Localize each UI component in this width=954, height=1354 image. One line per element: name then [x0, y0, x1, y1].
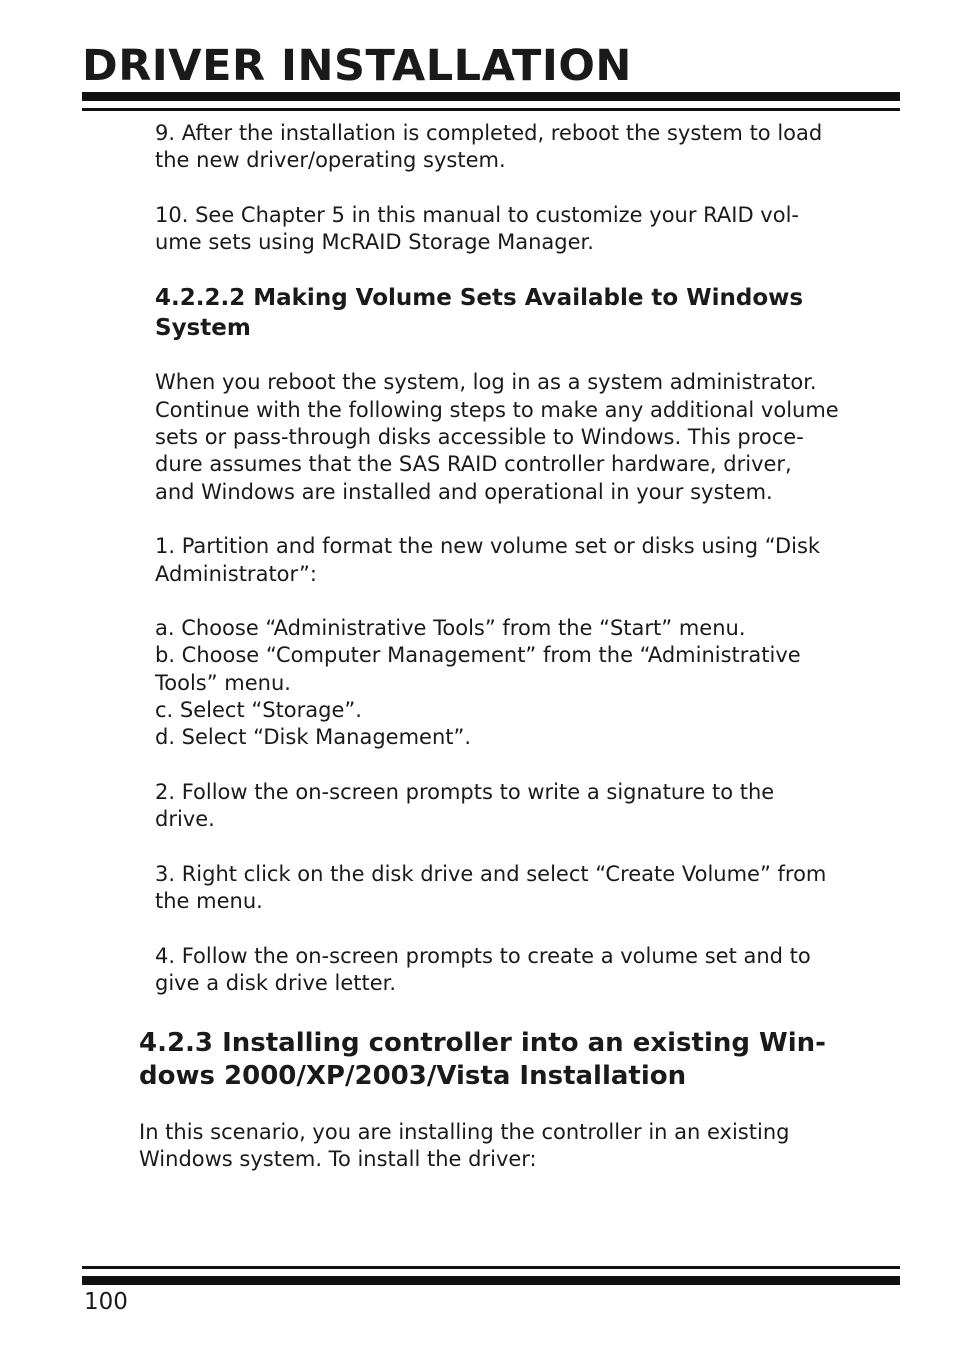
intro-line: dure assumes that the SAS RAID controller hardware, driver, — [155, 452, 792, 477]
step-2-line: drive. — [155, 807, 215, 832]
header-rule-thick — [82, 92, 900, 101]
substep-line: b. Choose “Computer Management” from the “Administrative — [155, 643, 801, 668]
section-body-line-2: Windows system. To install the driver: — [139, 1147, 537, 1172]
step-1-line: 1. Partition and format the new volume set or disks using “Disk — [155, 534, 821, 559]
footer-rule-thin — [82, 1266, 900, 1269]
page-title: DRIVER INSTALLATION — [82, 41, 632, 91]
intro-line: and Windows are installed and operational in your system. — [155, 479, 773, 504]
page-number: 100 — [84, 1289, 128, 1315]
step-1-line: Administrator”: — [155, 561, 317, 586]
step-10-line-2: ume sets using McRAID Storage Manager. — [155, 230, 594, 255]
section-body-line-1: In this scenario, you are installing the controller in an existing — [139, 1120, 790, 1144]
step-10-line-1: 10. See Chapter 5 in this manual to customize your RAID vol- — [155, 202, 799, 227]
section-heading-line-1: 4.2.3 Installing controller into an existing Win- — [139, 1028, 826, 1058]
section-heading — [139, 1027, 899, 1093]
subsection-heading-line-1: 4.2.2.2 Making Volume Sets Available to Windows — [155, 285, 804, 312]
substep-line: c. Select “Storage”. — [155, 698, 362, 723]
step-4-line: 4. Follow the on-screen prompts to create a volume set and to — [155, 943, 811, 968]
intro-line: Continue with the following steps to make any additional volume — [155, 397, 839, 422]
section-heading-line-2: dows 2000/XP/2003/Vista Installation — [139, 1061, 687, 1091]
substep-line: d. Select “Disk Management”. — [155, 725, 472, 750]
subsection-heading-line-2: System — [155, 315, 251, 342]
intro-line: sets or pass-through disks accessible to Windows. This proce- — [155, 425, 804, 450]
step-4-line: give a disk drive letter. — [155, 971, 397, 996]
step-9-line-2: the new driver/operating system. — [155, 148, 506, 173]
step-3-line: 3. Right click on the disk drive and select “Create Volume” from — [155, 861, 827, 886]
substep-line: Tools” menu. — [155, 670, 291, 695]
header-rule-thin — [82, 108, 900, 111]
step-2-line: 2. Follow the on-screen prompts to write a signature to the — [155, 779, 775, 804]
main-content — [155, 120, 900, 997]
substep-line: a. Choose “Administrative Tools” from the “Start” menu. — [155, 616, 746, 641]
step-3-line: the menu. — [155, 889, 263, 914]
intro-line: When you reboot the system, log in as a system administrator. — [155, 370, 817, 395]
subsection-heading — [155, 283, 900, 343]
section-body — [139, 1119, 899, 1174]
step-9-line-1: 9. After the installation is completed, reboot the system to load — [155, 121, 823, 145]
footer-rule-thick — [82, 1276, 900, 1285]
